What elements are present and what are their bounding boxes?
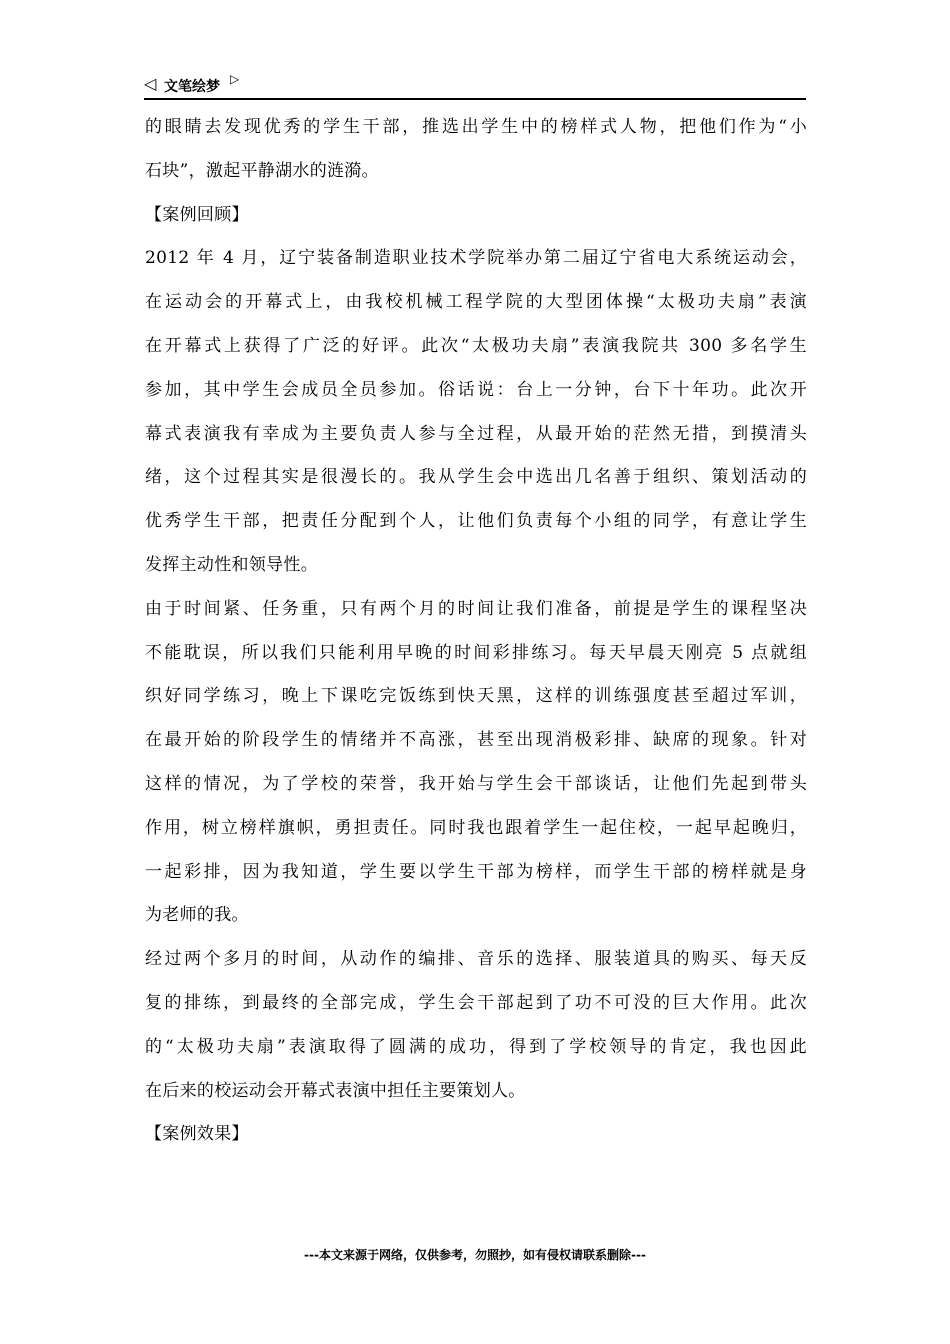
- text-line: 织好同学练习，晚上下课吃完饭练到快天黑，这样的训练强度甚至超过军训，: [145, 686, 807, 707]
- text-line: 复的排练，到最终的全部完成，学生会干部起到了功不可没的巨大作用。此次: [145, 992, 807, 1013]
- left-triangle-icon: ◁: [144, 74, 157, 93]
- document-body: [145, 113, 807, 1164]
- text-line: 的“太极功夫扇”表演取得了圆满的成功，得到了学校领导的肯定，我也因此: [145, 1036, 807, 1057]
- text-line: 一起彩排，因为我知道，学生要以学生干部为榜样，而学生干部的榜样就是身: [145, 861, 807, 882]
- text-line: 这样的情况，为了学校的荣誉，我开始与学生会干部谈话，让他们先起到带头: [145, 773, 807, 794]
- text-line: 幕式表演我有幸成为主要负责人参与全过程，从最开始的茫然无措，到摸清头: [145, 423, 807, 444]
- text-line: 由于时间紧、任务重，只有两个月的时间让我们准备，前提是学生的课程坚决: [145, 598, 807, 619]
- page-footer: ---本文来源于网络，仅供参考，勿照抄，如有侵权请联系删除---: [304, 1248, 646, 1262]
- text-line: 不能耽误，所以我们只能利用早晚的时间彩排练习。每天早晨天刚亮 5 点就组: [145, 642, 807, 663]
- text-line: 优秀学生干部，把责任分配到个人，让他们负责每个小组的同学，有意让学生: [145, 511, 807, 532]
- text-line: 在运动会的开幕式上，由我校机械工程学院的大型团体操“太极功夫扇”表演: [145, 292, 807, 313]
- text-line: 【案例回顾】: [145, 204, 249, 225]
- text-line: 在后来的校运动会开幕式表演中担任主要策划人。: [145, 1080, 526, 1101]
- text-line: 在最开始的阶段学生的情绪并不高涨，甚至出现消极彩排、缺席的现象。针对: [145, 730, 807, 751]
- text-line: 在开幕式上获得了广泛的好评。此次“太极功夫扇”表演我院共 300 多名学生: [145, 335, 807, 356]
- text-line: 2012 年 4 月，辽宁装备制造职业技术学院举办第二届辽宁省电大系统运动会，: [145, 248, 807, 269]
- text-line: 的眼睛去发现优秀的学生干部，推选出学生中的榜样式人物，把他们作为“小: [145, 117, 807, 137]
- text-line: 参加，其中学生会成员全员参加。俗话说：台上一分钟，台下十年功。此次开: [145, 379, 807, 400]
- page-header: [144, 72, 806, 100]
- text-line: 石块”，激起平静湖水的涟漪。: [145, 160, 379, 181]
- text-line: 经过两个多月的时间，从动作的编排、音乐的选择、服装道具的购买、每天反: [145, 949, 807, 970]
- text-line: 发挥主动性和领导性。: [145, 554, 318, 575]
- header-title: 文笔绘梦: [164, 79, 220, 95]
- text-line: 绪，这个过程其实是很漫长的。我从学生会中选出几名善于组织、策划活动的: [145, 467, 807, 488]
- text-line: 作用，树立榜样旗帜，勇担责任。同时我也跟着学生一起住校，一起早起晚归，: [145, 817, 807, 838]
- right-triangle-icon: ▷: [230, 72, 240, 86]
- text-line: 【案例效果】: [145, 1124, 249, 1145]
- text-line: 为老师的我。: [145, 905, 249, 926]
